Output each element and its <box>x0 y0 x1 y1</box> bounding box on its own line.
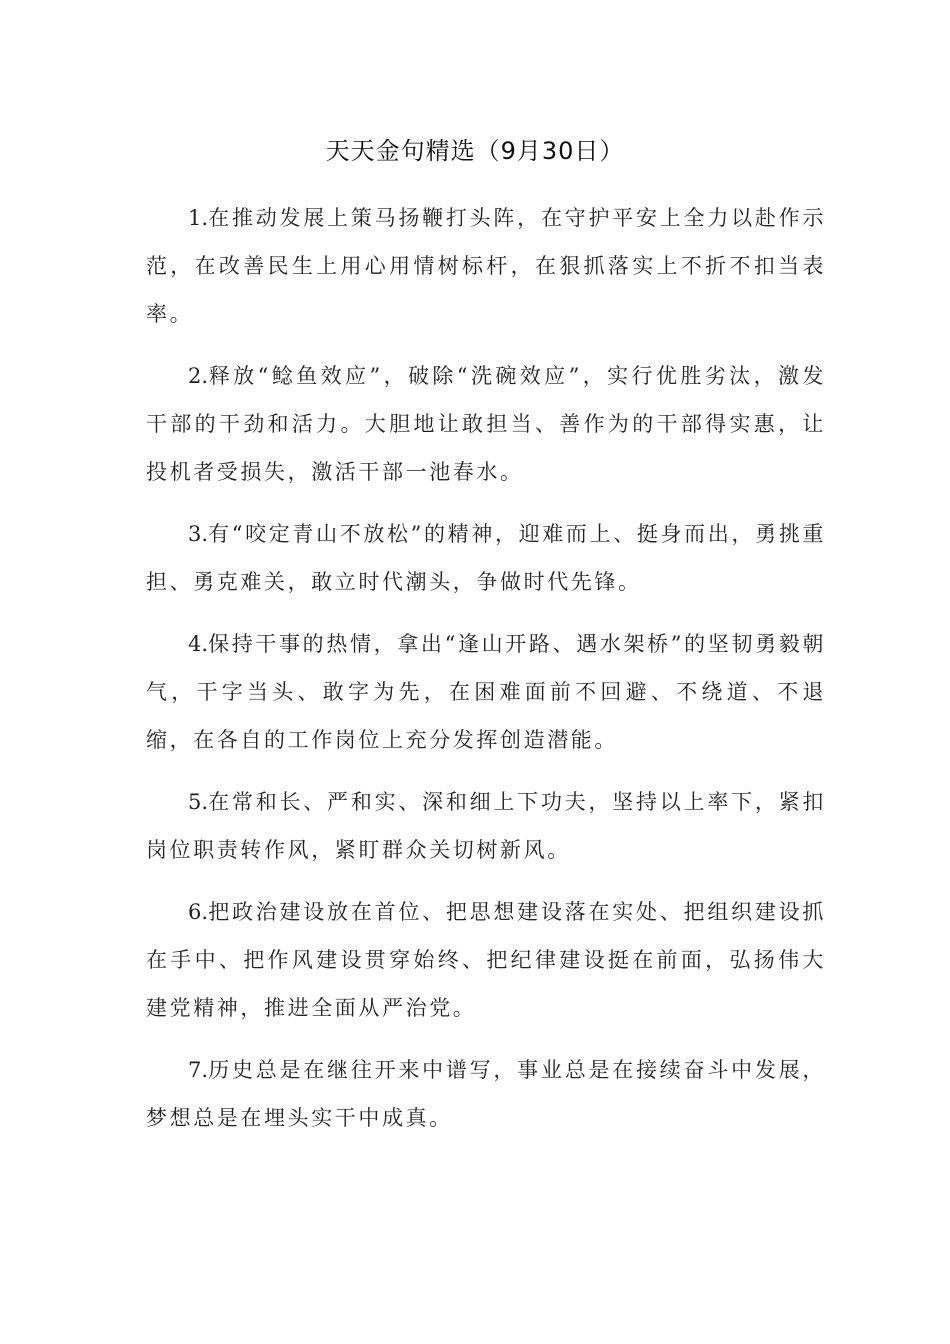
paragraph-text: 释放“鲶鱼效应”，破除“洗碗效应”，实行优胜劣汰，激发干部的干劲和活力。大胆地让敢担当、善作为的干部得实惠，让投机者受损失，激活干部一池春水。 <box>146 364 826 484</box>
paragraph-5 <box>146 778 826 874</box>
paragraph-number: 2. <box>188 364 209 388</box>
paragraph-text: 历史总是在继往开来中谱写，事业总是在接续奋斗中发展，梦想总是在埋头实干中成真。 <box>146 1058 826 1130</box>
paragraph-text: 在推动发展上策马扬鞭打头阵，在守护平安上全力以赴作示范，在改善民生上用心用情树标杆，在狠抓落实上不折不扣当表率。 <box>146 206 826 326</box>
paragraph-text: 有“咬定青山不放松”的精神，迎难而上、挺身而出，勇挑重担、勇克难关，敢立时代潮头，争做时代先锋。 <box>146 522 826 594</box>
paragraph-number: 6. <box>188 900 209 924</box>
page-title: 天天金句精选（9月30日） <box>325 137 625 165</box>
paragraph-text: 在常和长、严和实、深和细上下功夫，坚持以上率下，紧扣岗位职责转作风，紧盯群众关切树新风。 <box>146 790 826 862</box>
paragraph-6 <box>146 888 826 1032</box>
paragraph-number: 4. <box>188 632 209 656</box>
paragraph-2 <box>146 352 826 496</box>
paragraph-number: 5. <box>188 790 209 814</box>
paragraph-7 <box>146 1046 826 1142</box>
paragraph-3 <box>146 510 826 606</box>
paragraph-1 <box>146 194 826 338</box>
paragraph-text: 把政治建设放在首位、把思想建设落在实处、把组织建设抓在手中、把作风建设贯穿始终、把纪律建设挺在前面，弘扬伟大建党精神，推进全面从严治党。 <box>146 900 826 1020</box>
paragraph-text: 保持干事的热情，拿出“逢山开路、遇水架桥”的坚韧勇毅朝气，干字当头、敢字为先，在困难面前不回避、不绕道、不退缩，在各自的工作岗位上充分发挥创造潜能。 <box>146 632 826 752</box>
paragraph-number: 3. <box>188 522 209 546</box>
paragraph-number: 7. <box>188 1058 209 1082</box>
paragraph-4 <box>146 620 826 764</box>
document-body <box>146 194 826 1156</box>
paragraph-number: 1. <box>188 206 209 230</box>
